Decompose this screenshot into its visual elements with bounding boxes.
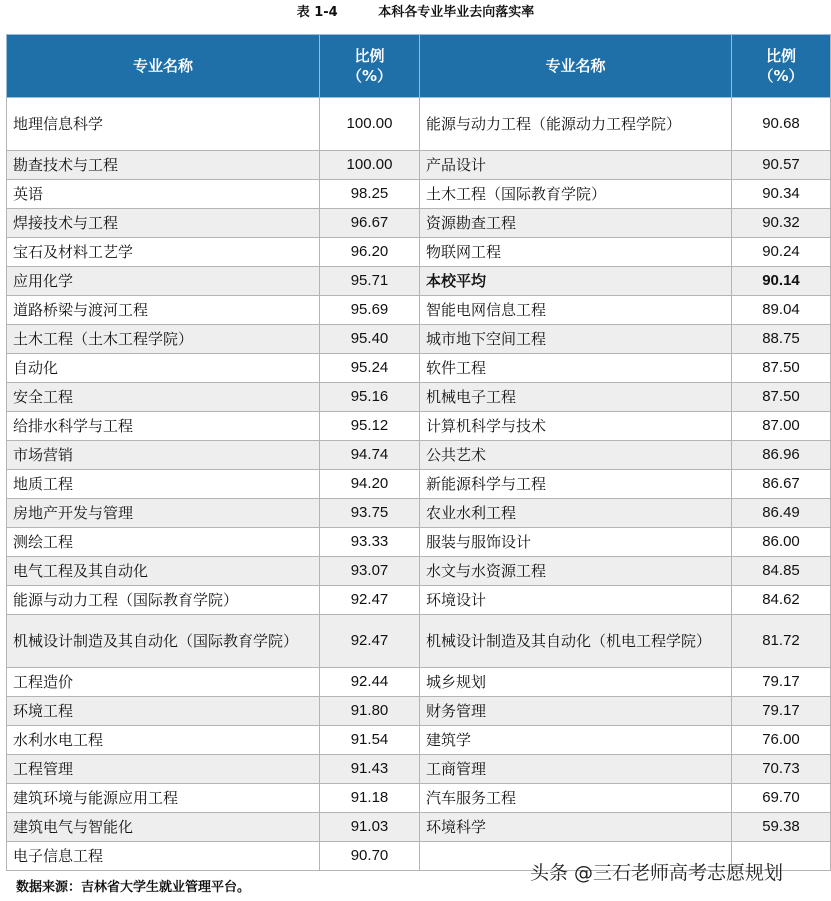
right-major-name: 汽车服务工程 — [420, 784, 732, 813]
table-row — [7, 726, 831, 755]
right-major-name: 建筑学 — [420, 726, 732, 755]
major-name-header: 专业名称 — [7, 35, 320, 98]
right-major-name: 能源与动力工程（能源动力工程学院） — [420, 98, 732, 151]
left-ratio-value: 92.44 — [320, 668, 420, 697]
table-row — [7, 441, 831, 470]
right-major-name: 计算机科学与技术 — [420, 412, 732, 441]
left-ratio-value: 94.20 — [320, 470, 420, 499]
left-major-name: 勘查技术与工程 — [7, 151, 320, 180]
right-major-name: 机械设计制造及其自动化（机电工程学院） — [420, 615, 732, 668]
left-ratio-value: 92.47 — [320, 586, 420, 615]
ratio-header-unit: （%） — [758, 67, 804, 85]
table-row — [7, 557, 831, 586]
left-major-name: 房地产开发与管理 — [7, 499, 320, 528]
major-name-header: 专业名称 — [420, 35, 732, 98]
right-ratio-value: 84.62 — [732, 586, 831, 615]
left-ratio-value: 93.07 — [320, 557, 420, 586]
table-row — [7, 470, 831, 499]
right-ratio-value: 90.24 — [732, 238, 831, 267]
left-major-name: 宝石及材料工艺学 — [7, 238, 320, 267]
left-ratio-value: 91.43 — [320, 755, 420, 784]
right-ratio-value: 87.50 — [732, 354, 831, 383]
data-source-note: 数据来源：吉林省大学生就业管理平台。 — [16, 880, 251, 895]
right-major-name: 城乡规划 — [420, 668, 732, 697]
table-row — [7, 615, 831, 668]
table-row — [7, 325, 831, 354]
left-major-name: 建筑电气与智能化 — [7, 813, 320, 842]
left-major-name: 英语 — [7, 180, 320, 209]
right-major-name: 资源勘查工程 — [420, 209, 732, 238]
table-row — [7, 238, 831, 267]
left-ratio-value: 95.16 — [320, 383, 420, 412]
right-major-name: 土木工程（国际教育学院） — [420, 180, 732, 209]
right-ratio-value: 59.38 — [732, 813, 831, 842]
left-ratio-value: 93.33 — [320, 528, 420, 557]
right-major-name: 本校平均 — [420, 267, 732, 296]
table-body — [7, 98, 831, 871]
ratio-header-label: 比例 — [354, 47, 385, 65]
left-major-name: 机械设计制造及其自动化（国际教育学院） — [7, 615, 320, 668]
left-major-name: 道路桥梁与渡河工程 — [7, 296, 320, 325]
left-ratio-value: 95.12 — [320, 412, 420, 441]
left-major-name: 市场营销 — [7, 441, 320, 470]
left-ratio-value: 98.25 — [320, 180, 420, 209]
table-row — [7, 180, 831, 209]
right-ratio-value: 86.49 — [732, 499, 831, 528]
table-row — [7, 755, 831, 784]
left-major-name: 土木工程（土木工程学院） — [7, 325, 320, 354]
left-major-name: 工程管理 — [7, 755, 320, 784]
table-number: 表 1-4 — [296, 5, 338, 20]
left-major-name: 地质工程 — [7, 470, 320, 499]
table-row — [7, 98, 831, 151]
left-ratio-value: 91.18 — [320, 784, 420, 813]
right-ratio-value: 89.04 — [732, 296, 831, 325]
left-major-name: 应用化学 — [7, 267, 320, 296]
left-major-name: 给排水科学与工程 — [7, 412, 320, 441]
right-major-name: 软件工程 — [420, 354, 732, 383]
right-ratio-value: 81.72 — [732, 615, 831, 668]
left-major-name: 能源与动力工程（国际教育学院） — [7, 586, 320, 615]
right-ratio-value: 76.00 — [732, 726, 831, 755]
table-row — [7, 209, 831, 238]
table-row — [7, 784, 831, 813]
left-ratio-value: 94.74 — [320, 441, 420, 470]
left-ratio-value: 93.75 — [320, 499, 420, 528]
right-ratio-value: 90.32 — [732, 209, 831, 238]
table-row — [7, 412, 831, 441]
right-major-name: 财务管理 — [420, 697, 732, 726]
ratio-header-label: 比例 — [765, 47, 796, 65]
right-major-name: 环境设计 — [420, 586, 732, 615]
left-major-name: 电子信息工程 — [7, 842, 320, 871]
left-major-name: 水利水电工程 — [7, 726, 320, 755]
left-major-name: 环境工程 — [7, 697, 320, 726]
table-row — [7, 586, 831, 615]
left-ratio-value: 91.03 — [320, 813, 420, 842]
table-row — [7, 499, 831, 528]
right-major-name: 城市地下空间工程 — [420, 325, 732, 354]
left-ratio-value: 91.80 — [320, 697, 420, 726]
right-major-name: 服装与服饰设计 — [420, 528, 732, 557]
right-ratio-value: 90.34 — [732, 180, 831, 209]
left-major-name: 电气工程及其自动化 — [7, 557, 320, 586]
left-ratio-value: 100.00 — [320, 151, 420, 180]
left-ratio-value: 95.69 — [320, 296, 420, 325]
right-major-name: 水文与水资源工程 — [420, 557, 732, 586]
graduation-rate-table — [6, 34, 831, 871]
right-major-name: 物联网工程 — [420, 238, 732, 267]
table-row — [7, 151, 831, 180]
left-ratio-value: 96.67 — [320, 209, 420, 238]
table-row — [7, 528, 831, 557]
ratio-header — [320, 35, 420, 98]
left-ratio-value: 92.47 — [320, 615, 420, 668]
left-major-name: 建筑环境与能源应用工程 — [7, 784, 320, 813]
left-major-name: 地理信息科学 — [7, 98, 320, 151]
left-ratio-value: 91.54 — [320, 726, 420, 755]
table-row — [7, 668, 831, 697]
ratio-header-unit: （%） — [346, 67, 393, 85]
watermark: 头条 @三石老师高考志愿规划 — [530, 862, 784, 884]
right-major-name: 产品设计 — [420, 151, 732, 180]
right-major-name: 农业水利工程 — [420, 499, 732, 528]
right-ratio-value: 86.00 — [732, 528, 831, 557]
table-header-row — [7, 35, 831, 98]
table-row — [7, 697, 831, 726]
right-ratio-value: 87.50 — [732, 383, 831, 412]
left-ratio-value: 95.40 — [320, 325, 420, 354]
right-ratio-value: 79.17 — [732, 697, 831, 726]
ratio-header — [732, 35, 831, 98]
table-caption — [0, 0, 831, 26]
table-row — [7, 267, 831, 296]
right-major-name: 公共艺术 — [420, 441, 732, 470]
right-ratio-value: 90.57 — [732, 151, 831, 180]
right-ratio-value: 84.85 — [732, 557, 831, 586]
right-ratio-value: 88.75 — [732, 325, 831, 354]
left-ratio-value: 96.20 — [320, 238, 420, 267]
right-ratio-value: 79.17 — [732, 668, 831, 697]
right-ratio-value: 87.00 — [732, 412, 831, 441]
right-ratio-value: 86.67 — [732, 470, 831, 499]
left-ratio-value: 95.71 — [320, 267, 420, 296]
left-major-name: 工程造价 — [7, 668, 320, 697]
left-major-name: 焊接技术与工程 — [7, 209, 320, 238]
table-row — [7, 354, 831, 383]
right-major-name: 工商管理 — [420, 755, 732, 784]
right-major-name: 环境科学 — [420, 813, 732, 842]
table-row — [7, 296, 831, 325]
table-row — [7, 813, 831, 842]
left-major-name: 安全工程 — [7, 383, 320, 412]
left-major-name: 测绘工程 — [7, 528, 320, 557]
right-ratio-value: 90.14 — [732, 267, 831, 296]
table-row — [7, 383, 831, 412]
right-major-name: 机械电子工程 — [420, 383, 732, 412]
left-ratio-value: 100.00 — [320, 98, 420, 151]
right-ratio-value: 69.70 — [732, 784, 831, 813]
right-major-name: 智能电网信息工程 — [420, 296, 732, 325]
right-major-name: 新能源科学与工程 — [420, 470, 732, 499]
right-ratio-value: 90.68 — [732, 98, 831, 151]
table-title: 本科各专业毕业去向落实率 — [378, 5, 535, 20]
left-ratio-value: 90.70 — [320, 842, 420, 871]
left-major-name: 自动化 — [7, 354, 320, 383]
right-ratio-value: 86.96 — [732, 441, 831, 470]
right-ratio-value: 70.73 — [732, 755, 831, 784]
left-ratio-value: 95.24 — [320, 354, 420, 383]
